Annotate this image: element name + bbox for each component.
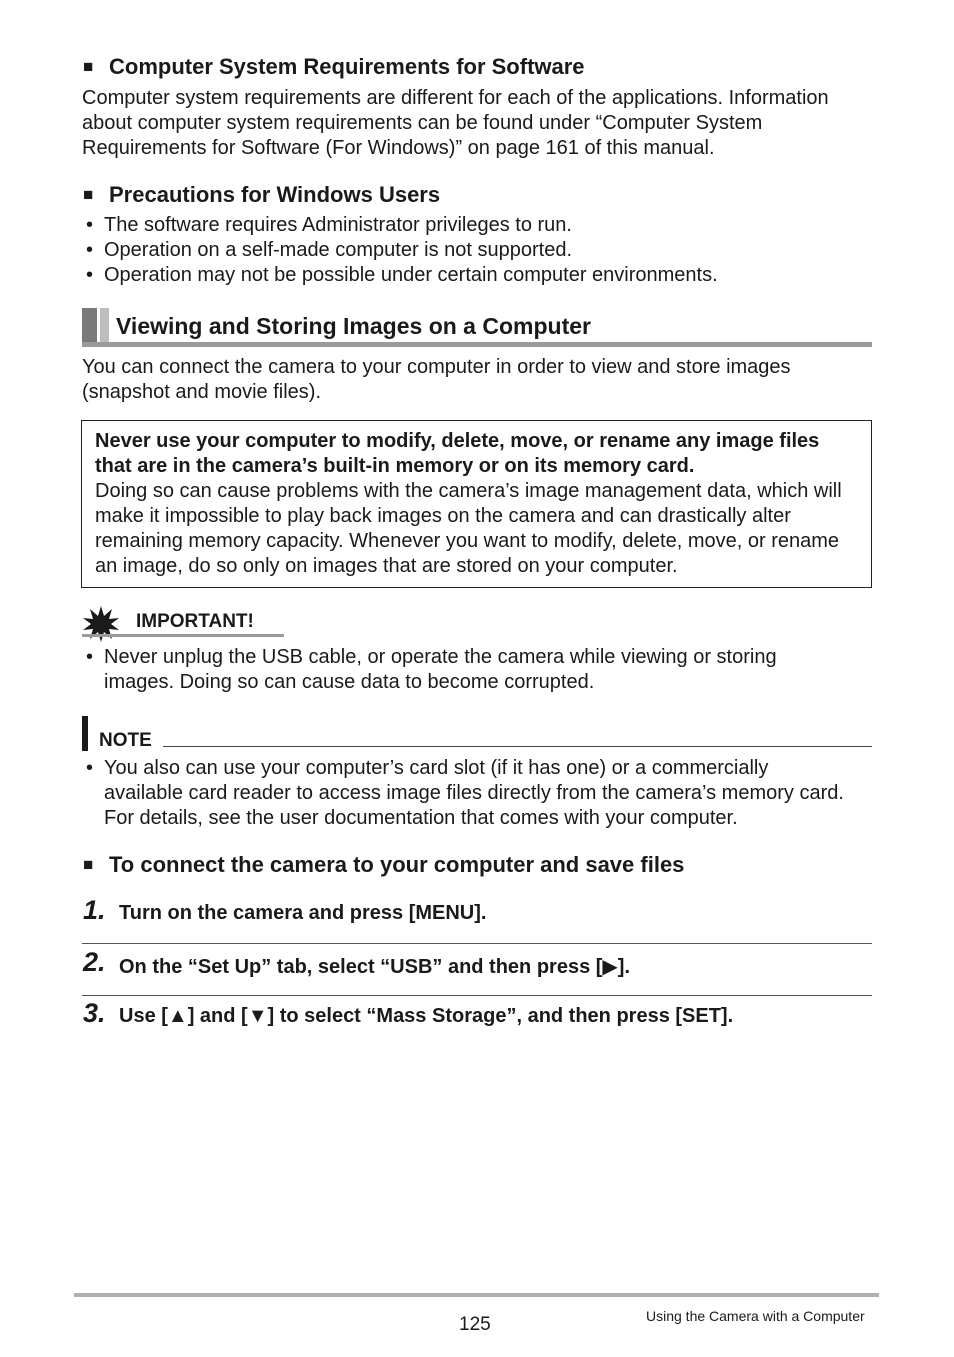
section-intro: You can connect the camera to your computer in order to view and store images (snapshot and movie files). [82, 356, 791, 403]
note-marker-bar [82, 716, 88, 751]
important-label: IMPORTANT! [136, 611, 254, 632]
note-rule [163, 746, 872, 747]
step-text: Use [▲] and [▼] to select “Mass Storage”, and then press [SET]. [119, 1005, 734, 1027]
step-text: On the “Set Up” tab, select “USB” and then press [▶]. [119, 956, 631, 978]
footer-rule [74, 1293, 879, 1297]
chapter-title: Using the Camera with a Computer [646, 1308, 865, 1324]
step-number: 2. [83, 947, 106, 977]
note-label: NOTE [99, 730, 152, 751]
important-list [82, 645, 842, 695]
section-marker-bar-light [100, 308, 109, 344]
square-bullet-icon: ■ [83, 57, 94, 76]
precautions-list [82, 213, 882, 288]
heading-text: Precautions for Windows Users [109, 182, 441, 207]
heading-precautions-windows [83, 182, 440, 208]
step-number: 1. [83, 895, 106, 925]
heading-system-requirements [83, 54, 585, 80]
list-item: • Operation may not be possible under certain computer environments. [82, 263, 882, 288]
list-item: • Operation on a self-made computer is not supported. [82, 238, 882, 263]
step-divider [82, 943, 872, 944]
list-item: • The software requires Administrator privileges to run. [82, 213, 882, 238]
step-text: Turn on the camera and press [MENU]. [119, 902, 487, 924]
square-bullet-icon: ■ [83, 855, 94, 874]
heading-text: To connect the camera to your computer and save files [109, 852, 685, 877]
warning-text: Doing so can cause problems with the camera’s image management data, which will make it impossible to play back images on the camera and can drastically alter remaining memory capacity. Whenever you want to modify, delete, move, or rename an image, do so only on images that are stored on your computer. [95, 480, 842, 577]
section-underline [82, 342, 872, 347]
warning-box [81, 420, 872, 588]
warning-bold-text: Never use your computer to modify, delete, move, or rename any image files that are in the camera’s built-in memory or on its memory card. [95, 430, 820, 477]
heading-connect-camera [83, 852, 684, 878]
starburst-icon [82, 605, 120, 643]
section-marker-bar-dark [82, 308, 97, 344]
heading-text: Computer System Requirements for Software [109, 54, 585, 79]
system-requirements-body: Computer system requirements are different for each of the applications. Information about computer system requirements can be found under “Computer System Requirements for Software (For Windows)” on page 161 of this manual. [82, 87, 829, 159]
list-item: • You also can use your computer’s card slot (if it has one) or a commercially available card reader to access image files directly from the camera’s memory card. For details, see the user documentation that comes with your computer. [82, 756, 852, 831]
square-bullet-icon: ■ [83, 185, 94, 204]
list-item: • Never unplug the USB cable, or operate the camera while viewing or storing images. Doing so can cause data to become corrupted. [82, 645, 842, 695]
section-title: Viewing and Storing Images on a Computer [116, 313, 591, 339]
note-list [82, 756, 852, 831]
step-divider [82, 995, 872, 996]
page-number: 125 [459, 1314, 491, 1335]
important-underline [82, 634, 284, 637]
step-number: 3. [83, 998, 106, 1028]
